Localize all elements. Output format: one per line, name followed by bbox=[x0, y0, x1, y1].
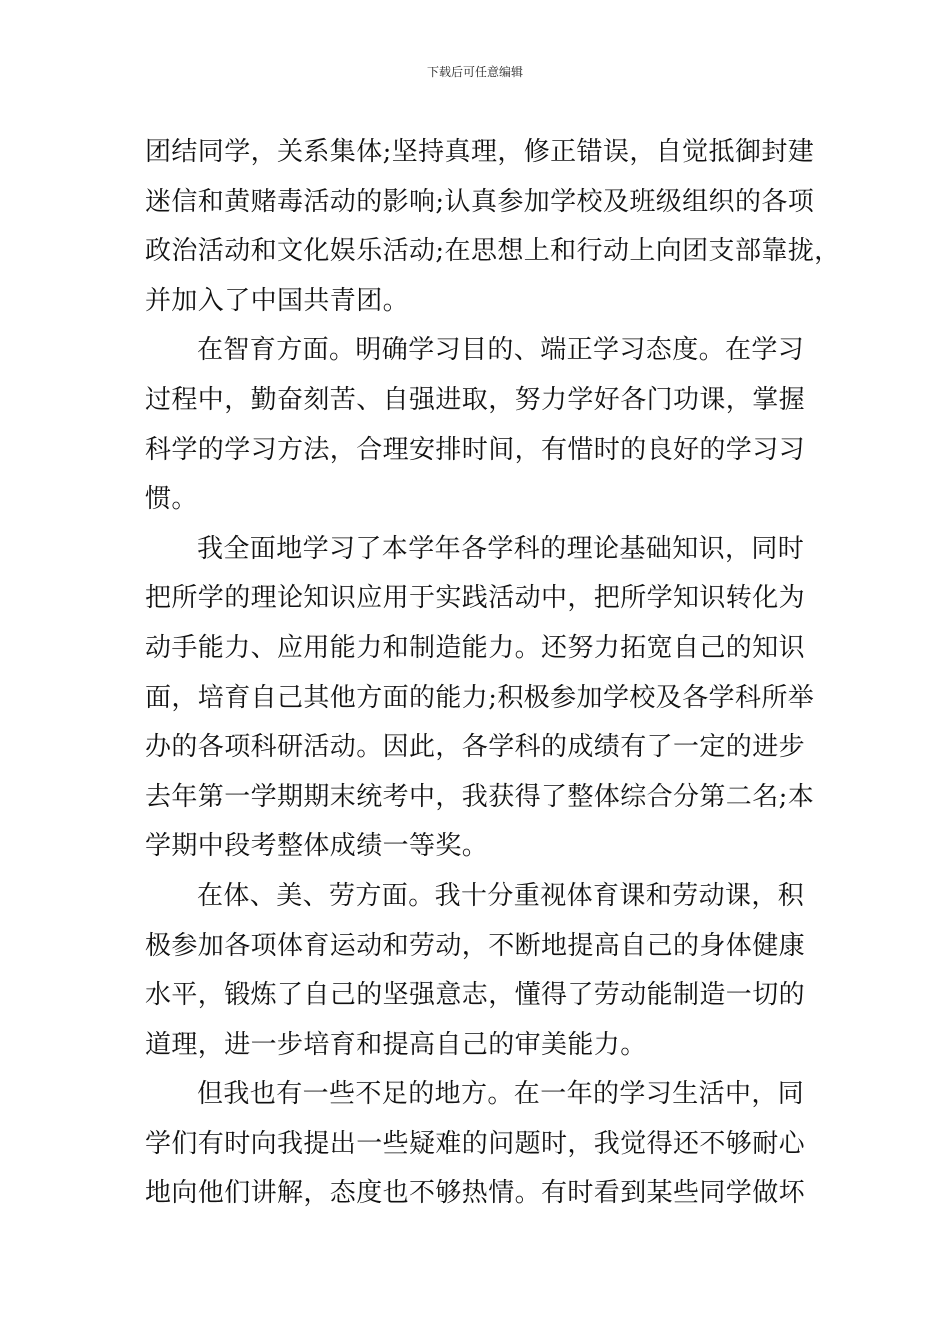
text-line: 地向他们讲解，态度也不够热情。有时看到某些同学做坏 bbox=[145, 1178, 806, 1209]
text-line: 去年第一学期期末统考中，我获得了整体综合分第二名;本 bbox=[145, 781, 815, 812]
text-line: 科学的学习方法，合理安排时间，有惜时的良好的学习习 bbox=[145, 434, 806, 465]
text-line: 并加入了中国共青团。 bbox=[145, 285, 410, 316]
text-line: 学期中段考整体成绩一等奖。 bbox=[145, 831, 489, 862]
text-line: 政治活动和文化娱乐活动;在思想上和行动上向团支部靠拢， bbox=[145, 236, 841, 267]
text-line: 在智育方面。明确学习目的、端正学习态度。在学习 bbox=[197, 335, 805, 366]
text-line: 但我也有一些不足的地方。在一年的学习生活中，同 bbox=[197, 1079, 805, 1110]
text-line: 团结同学，关系集体;坚持真理，修正错误，自觉抵御封建 bbox=[145, 137, 815, 167]
text-line: 迷信和黄赌毒活动的影响;认真参加学校及班级组织的各项 bbox=[145, 186, 815, 217]
text-line: 道理，进一步培育和提高自己的审美能力。 bbox=[145, 1029, 647, 1060]
text-line: 动手能力、应用能力和制造能力。还努力拓宽自己的知识 bbox=[145, 632, 806, 663]
text-line: 我全面地学习了本学年各学科的理论基础知识，同时 bbox=[197, 533, 805, 564]
text-line: 办的各项科研活动。因此，各学科的成绩有了一定的进步 bbox=[145, 732, 806, 763]
text-line: 学们有时向我提出一些疑难的问题时，我觉得还不够耐心 bbox=[145, 1128, 806, 1159]
text-line: 面，培育自己其他方面的能力;积极参加学校及各学科所举 bbox=[145, 682, 815, 713]
text-line: 惯。 bbox=[145, 484, 198, 515]
text-line: 过程中，勤奋刻苦、自强进取，努力学好各门功课，掌握 bbox=[145, 384, 806, 415]
text-line: 水平，锻炼了自己的坚强意志，懂得了劳动能制造一切的 bbox=[145, 980, 806, 1011]
text-line: 在体、美、劳方面。我十分重视体育课和劳动课，积 bbox=[197, 880, 805, 911]
text-line: 极参加各项体育运动和劳动，不断地提高自己的身体健康 bbox=[145, 930, 806, 961]
text-line: 把所学的理论知识应用于实践活动中，把所学知识转化为 bbox=[145, 583, 806, 614]
header-note: 下载后可任意编辑 bbox=[426, 65, 523, 79]
document-body bbox=[145, 128, 841, 1219]
